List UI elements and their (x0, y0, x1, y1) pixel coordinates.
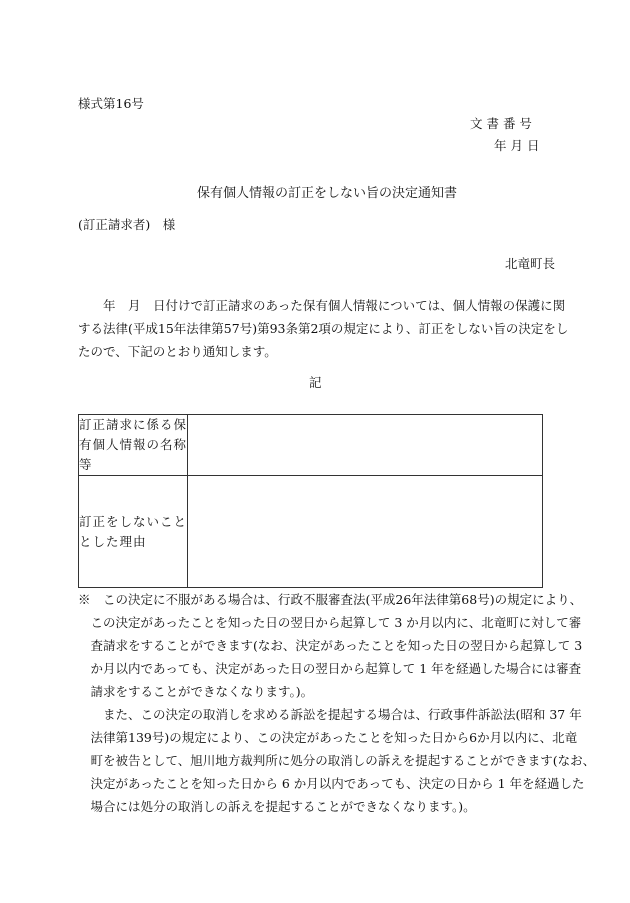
form-number: 様式第16号 (78, 96, 144, 111)
note-line: この決定があったことを知った日の翌日から起算して 3 か月以内に、北竜町に対して審 (78, 615, 582, 630)
label-line: 有個人情報の名称 (79, 437, 188, 452)
info-name-label (79, 415, 188, 476)
note-line: ※ この決定に不服がある場合は、行政不服審査法(平成26年法律第68号)の規定により、 (78, 592, 583, 607)
info-name-value[interactable] (188, 415, 543, 476)
reason-value[interactable] (188, 476, 543, 588)
document-number-label: 文 書 番 号 (470, 116, 532, 131)
body-line: する法律(平成15年法律第57号)第93条第2項の規定により、訂正をしない旨の決定をし (78, 321, 569, 336)
table-row (79, 476, 543, 588)
date-label: 年 月 日 (494, 138, 540, 153)
label-line: とした理由 (79, 533, 147, 549)
label-line: 訂正をしないこと (79, 513, 188, 529)
body-line: 年 月 日付けで訂正請求のあった保有個人情報については、個人情報の保護に関 (78, 298, 566, 313)
body-paragraph (78, 294, 569, 363)
label-line: 等 (79, 457, 93, 472)
note-line: 法律第139号)の規定により、この決定があったことを知った日から6か月以内に、北竜 (78, 730, 578, 745)
document-title: 保有個人情報の訂正をしない旨の決定通知書 (197, 186, 458, 201)
appeal-notice (78, 588, 596, 818)
note-line: また、この決定の取消しを求める訴訟を提起する場合は、行政事件訴訟法(昭和 37 年 (78, 707, 582, 722)
note-line: 請求をすることができなくなります。)。 (78, 684, 314, 699)
note-line: 査請求をすることができます(なお、決定があったことを知った日の翌日から起算して 3 (78, 638, 583, 653)
reason-label (79, 476, 188, 588)
body-line: たので、下記のとおり通知します。 (78, 344, 277, 359)
note-line: か月以内であっても、決定があった日の翌日から起算して 1 年を経過した場合には審査 (78, 661, 582, 676)
issuer: 北竜町長 (505, 256, 556, 271)
note-line: 場合には処分の取消しの訴えを提起することができなくなります。)。 (78, 799, 476, 814)
addressee: (訂正請求者) 様 (78, 217, 176, 232)
decision-table (78, 414, 543, 588)
note-line: 町を被告として、旭川地方裁判所に処分の取消しの訴えを提起することができます(なお、 (78, 753, 596, 768)
note-line: 決定があったことを知った日から 6 か月以内であっても、決定の日から 1 年を経過した (78, 776, 585, 791)
label-line: 訂正請求に係る保 (79, 417, 188, 432)
ki-heading: 記 (309, 375, 322, 390)
table-row (79, 415, 543, 476)
